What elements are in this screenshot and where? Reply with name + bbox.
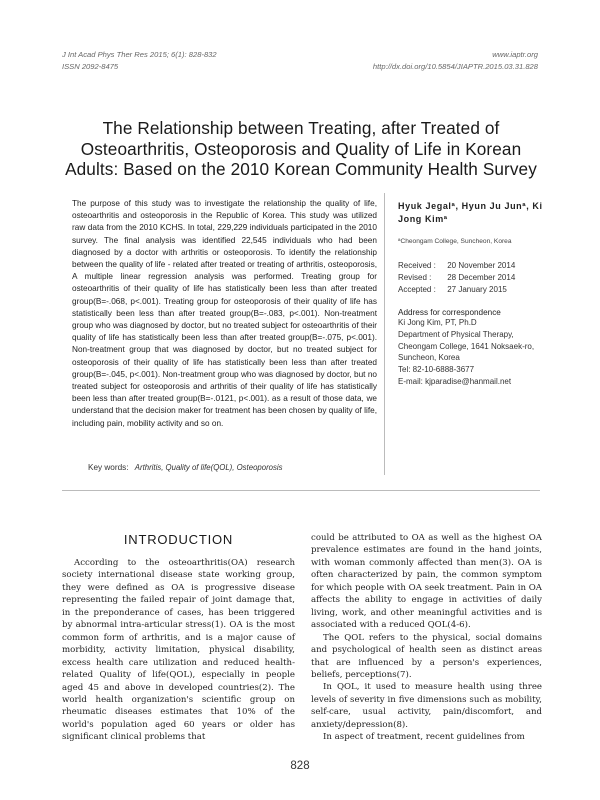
correspondence-heading: Address for correspondence (398, 308, 501, 317)
received-date: Received : 20 November 2014 (398, 261, 516, 270)
correspondence-address: Department of Physical Therapy, Cheongam College, 1641 Noksaek-ro, Suncheon, Korea (398, 329, 535, 363)
revised-date: Revised : 28 December 2014 (398, 273, 516, 282)
paragraph: According to the osteoarthritis(OA) research society international disease state working group, they were defined as OA is progressive disease representing the failed repair of joint damage that, in the preponderance of cases, has been triggered by abnormal intra-articular stress(1). OA is the most common form of arthritis, and is a major cause of morbidity, activity limitation, physical disability, excess health care utilization and reduced health-related Quality of life(QOL), especially in people aged 45 and above in developed countries(2). The world health organization's scientific group on rheumatic diseases estimates that 10% of the world's population aged 60 years or older has significant clinical problems that (62, 558, 295, 743)
column-divider (384, 193, 385, 475)
abstract-text: The purpose of this study was to investigate the relationship the quality of life, osteoarthritis and osteoporosis in the Republic of Korea. This study was utilized raw data from the 2010 KCHS. In total, 229,229 individuals participated in the 2010 survey. The final analysis was identified 22,545 individuals who had been diagnosed by a doctor with arthritis or osteoporosis. To identify the relationship between the quality of life - related after treated or treating of arthritis, osteoporosis, A multiple linear regression analysis was performed. Treating group for osteoarthritis of their quality of life has statistically been less than after treated group(B=-.068, p<.001). Treating group for osteoporosis of their quality of life has statistically been less than after treated group(B=-.083, p<.001). Non-treatment group who was diagnosed by doctor, but no treated subject for osteoarthritis of their quality of life has statistically been less than after treated group(B=-.075, p<.001). Non-treatment group that was diagnosed by doctor, but no treated subject for osteoporosis of their quality of life has statistically been less than after treated group(B=-.045, p<.001). Non-treatment group who was diagnosed by doctor, but no treated subject for osteoporosis and arthritis of their quality of life has statistically been less than after treated group(B=-.0121, p<.001). as a result of those data, we understand that the decision maker for treatment has been chosen by quality of life, including pain, mobility activity and so on. (72, 199, 377, 428)
keywords (88, 463, 283, 472)
authors: Hyuk Jegalª, Hyun Ju Junª, Ki Jong Kimª (398, 201, 543, 224)
correspondence-block (398, 317, 546, 388)
correspondence-phone: Tel: 82-10-6888-3677 (398, 365, 475, 375)
article-dates (398, 260, 546, 296)
paragraph: In QOL, it used to measure health using three levels of severity in five dimensions such as mobility, self-care, usual activity, pain/discomfort, and anxiety/depression(8). (311, 682, 542, 730)
article-info (398, 200, 546, 388)
paragraph: In aspect of treatment, recent guidelines from (323, 732, 525, 743)
keywords-value: Arthritis, Quality of life(QOL), Osteoporosis (134, 463, 283, 472)
journal-header (62, 49, 217, 73)
affiliation: ªCheongam College, Suncheon, Korea (398, 238, 512, 245)
journal-url[interactable]: www.iaptr.org (492, 50, 538, 59)
keywords-label: Key words: (88, 463, 129, 472)
introduction-heading: INTRODUCTION (123, 532, 234, 547)
journal-links (373, 49, 538, 73)
body-column-right (311, 532, 542, 744)
abstract (72, 198, 377, 430)
page-number: 828 (290, 760, 310, 772)
title-line: Osteoarthritis, Osteoporosis and Quality of Life in Korean (80, 138, 522, 159)
paper-title (62, 118, 540, 180)
title-line: The Relationship between Treating, after Treated of (102, 118, 500, 138)
correspondence-email[interactable]: E-mail: kjparadise@hanmail.net (398, 376, 512, 386)
accepted-date: Accepted : 27 January 2015 (398, 285, 507, 294)
section-divider (62, 490, 540, 491)
correspondence-name: Ki Jong Kim, PT, Ph.D (398, 318, 477, 327)
body-column-left (62, 557, 295, 744)
paragraph: The QOL refers to the physical, social domains and psychological of health seen as distinct areas that are influenced by a person's experiences, beliefs, perceptions(7). (311, 632, 542, 680)
journal-issn: ISSN 2092-8475 (62, 62, 119, 71)
doi-link[interactable]: http://dx.doi.org/10.5854/JIAPTR.2015.03.31.828 (372, 62, 538, 71)
paragraph: could be attributed to OA as well as the highest OA prevalence estimates are found in the hand joints, with woman commonly affected than men(3). OA is often characterized by pain, the common symptom for which people with OA seek treatment. Pain in OA affects the ability to engage in activities of daily living, work, and other meaningful activities and is associated with a reduced QOL(4-6). (311, 533, 542, 631)
journal-citation: J Int Acad Phys Ther Res 2015; 6(1): 828-832 (62, 50, 217, 59)
title-line: Adults: Based on the 2010 Korean Community Health Survey (65, 159, 537, 180)
